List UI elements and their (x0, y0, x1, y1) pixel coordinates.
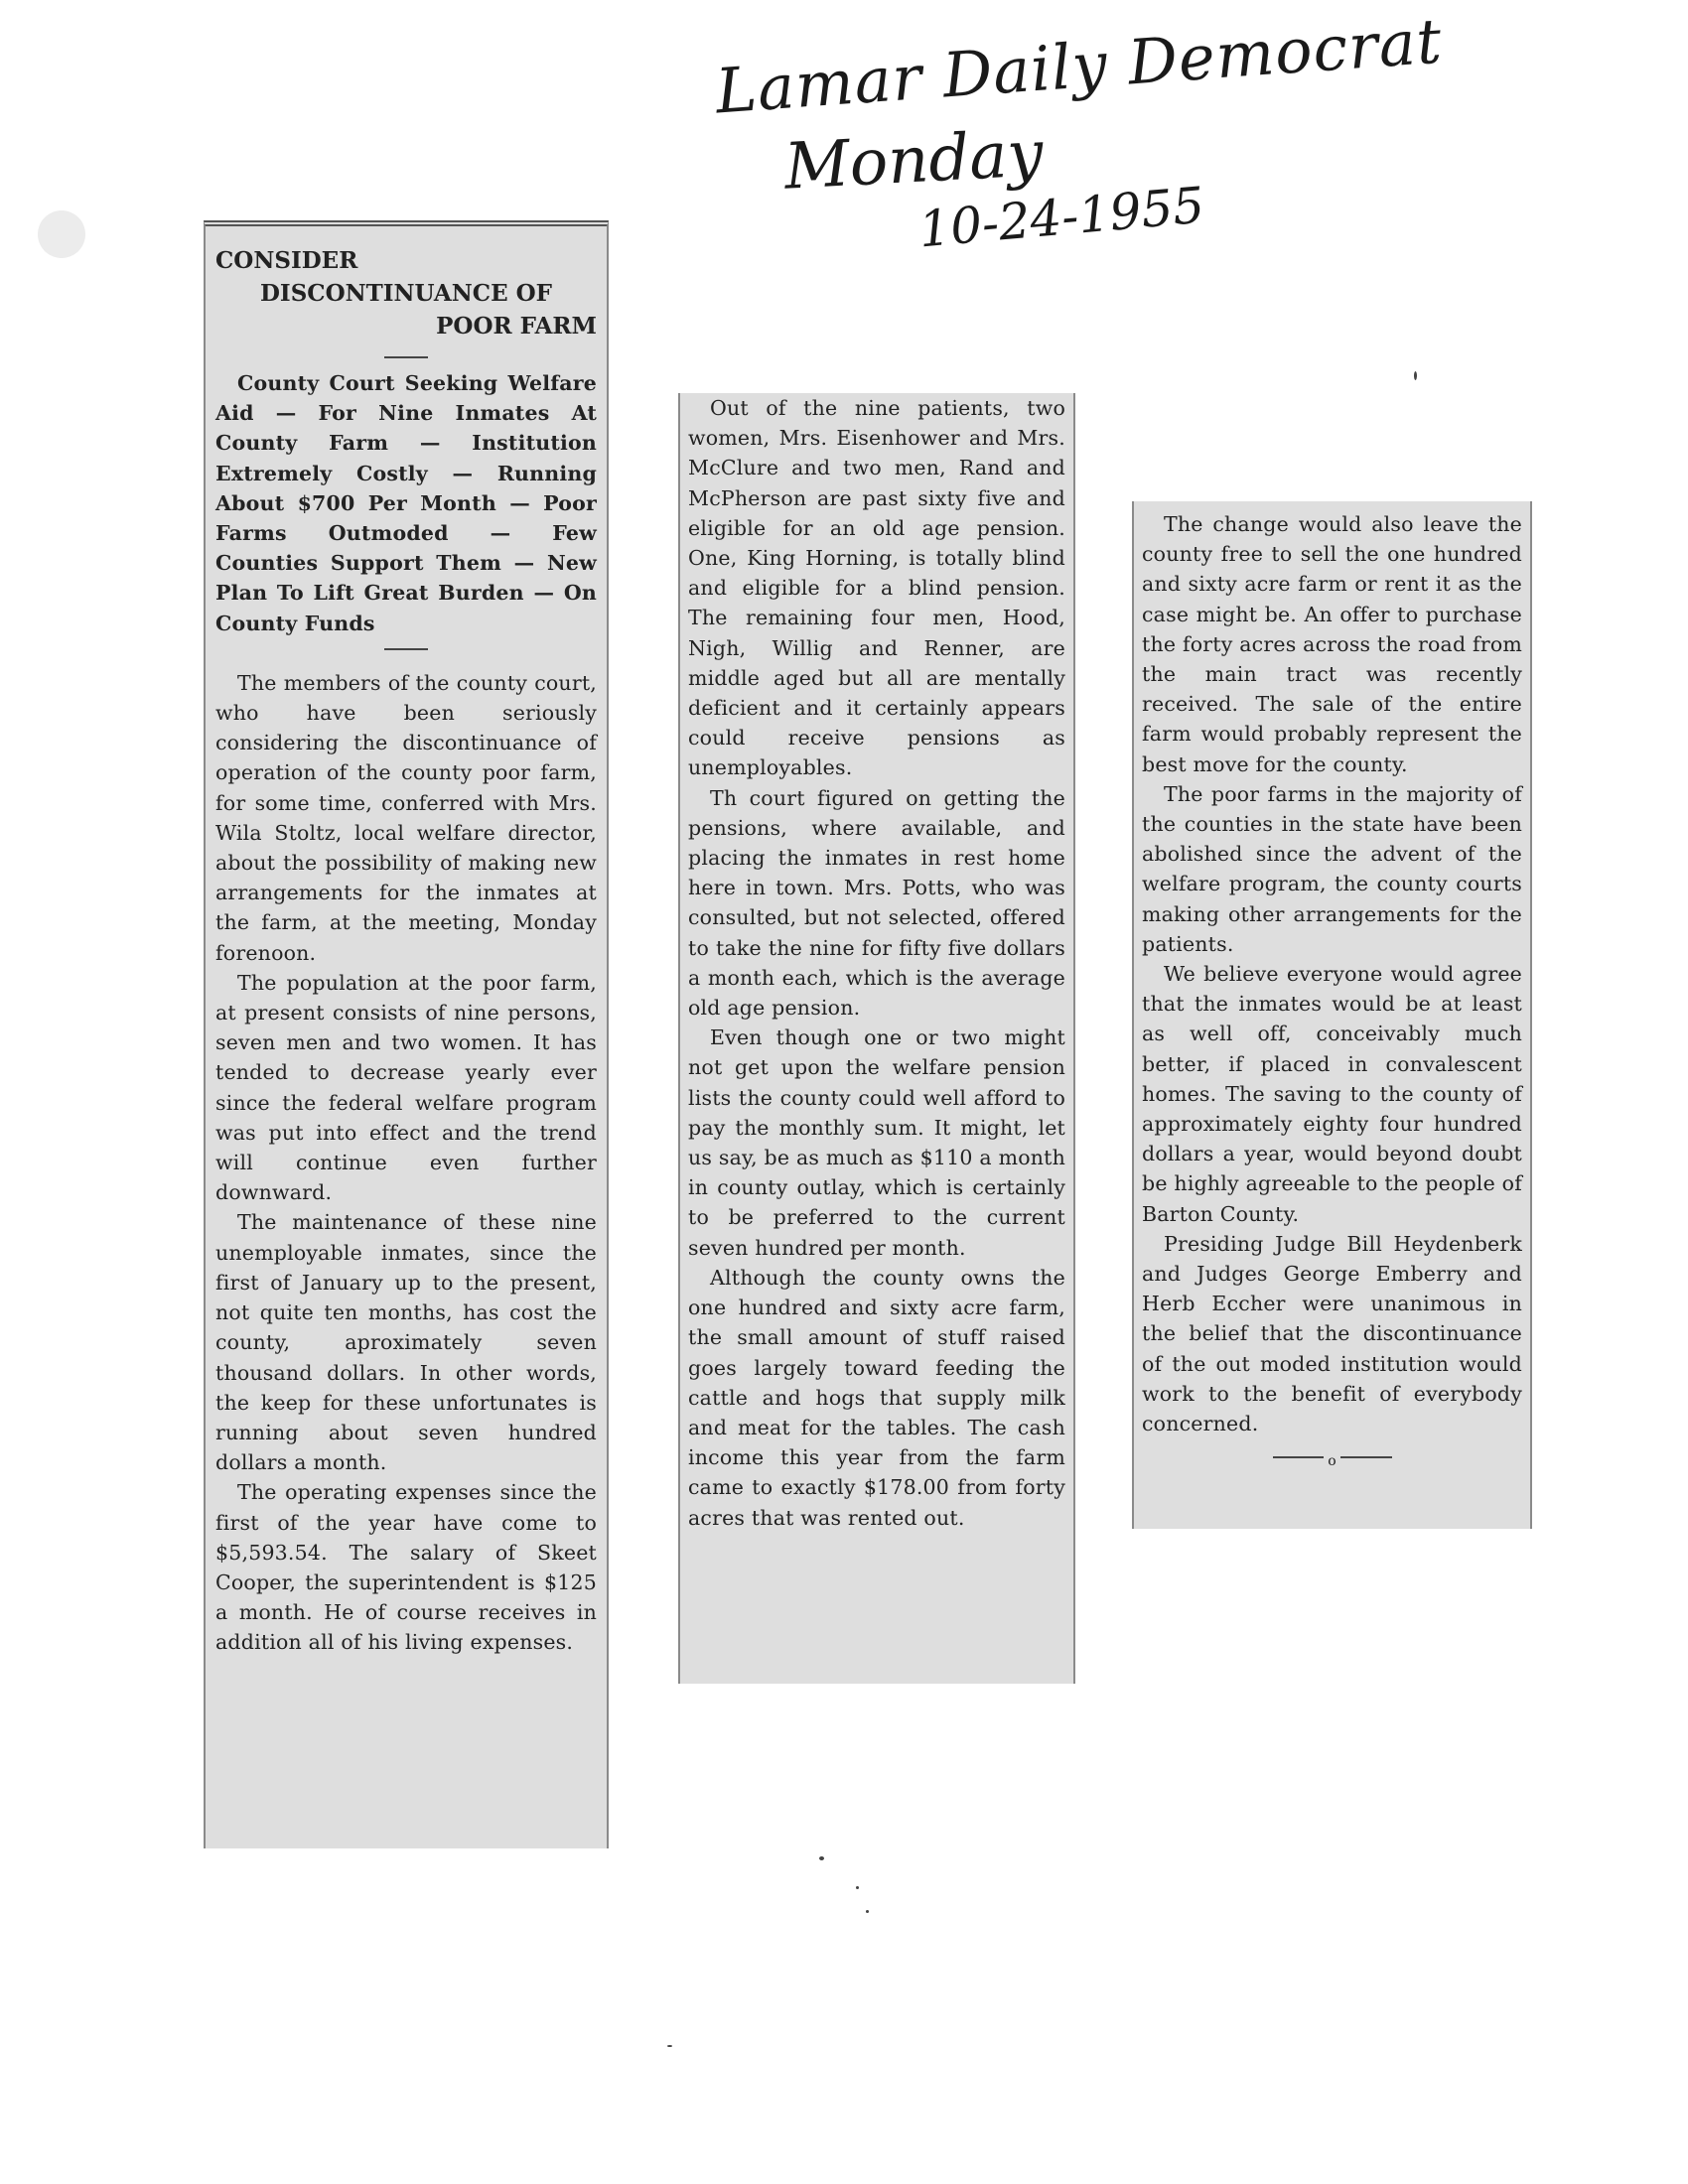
clipping-column-3 (1132, 501, 1532, 1529)
scan-speck (819, 1856, 824, 1860)
paragraph: Th court figured on getting the pensions, where available, and placing the inmates in rest home here in town. Mrs. Potts, who was consulted, but not selected, offered to take the nine for fifty five dollars a month each, which is the average old age pension. (688, 785, 1065, 1021)
deck: County Court Seeking Welfare Aid — For Nine Inmates At County Farm — Institution Extremely Costly — Running About $700 Per Month — Poor Farms Outmoded — Few Counties Support Them — New Plan To Lift Great Burden — On County Funds (215, 371, 597, 635)
end-mark (1273, 1450, 1392, 1470)
scan-speck (866, 1910, 869, 1913)
handwritten-day: Monday (782, 117, 1046, 205)
handwritten-note (685, 4, 1445, 268)
paragraph: The population at the poor farm, at present consists of nine persons, seven men and two women. It has tended to decrease yearly ever since the federal welfare program was put into effect and the trend will continue even further downward. (215, 970, 597, 1205)
scan-speck (1414, 371, 1417, 380)
handwritten-paper-name: Lamar Daily Democrat (713, 4, 1445, 128)
handwritten-date: 10-24-1955 (916, 176, 1207, 259)
clipping-column-1 (204, 220, 609, 1848)
headline-line-2: DISCONTINUANCE OF (259, 280, 552, 307)
paragraph: The operating expenses since the first of the year have come to $5,593.54. The salary of Skeet Cooper, the superintendent is $125 a month. He of course receives in addition all of his living expenses. (215, 1480, 597, 1655)
paragraph: Out of the nine patients, two women, Mrs. Eisenhower and Mrs. McClure and two men, Rand and McPherson are past sixty five and eligible for an old age pension. One, King Horning, is totally blind and eligible for a blind pension. The remaining four men, Hood, Nigh, Willig and Renner, are middle aged but all are mentally deficient and it certainly appears could receive pensions as unemployables. (688, 396, 1065, 780)
paragraph: Although the county owns the one hundred and sixty acre farm, the small amount of stuff raised goes largely toward feeding the cattle and hogs that supply milk and meat for the tables. The cash income this year from the farm came to exactly $178.00 from forty acres that was rented out. (688, 1265, 1065, 1530)
scan-speck (856, 1886, 859, 1889)
end-mark-symbol: o (1324, 1454, 1339, 1468)
scan-spot (38, 210, 85, 258)
headline-line-1: CONSIDER (215, 247, 358, 274)
scan-speck (667, 2045, 672, 2047)
paragraph: The maintenance of these nine unemployable inmates, since the first of January up to the present, not quite ten months, has cost the county, aproximately seven thousand dollars. In other words, the keep for these unfortunates is running about seven hundred dollars a month. (215, 1210, 597, 1475)
paragraph: The change would also leave the county free to sell the one hundred and sixty acre farm or rent it as the case might be. An offer to purchase the forty acres across the road from the main tract was recently received. The sale of the entire farm would probably represent the best move for the county. (1142, 512, 1522, 776)
headline-rule (384, 356, 428, 358)
paragraph: The poor farms in the majority of the counties in the state have been abolished since the advent of the welfare program, the county courts making other arrangements for the patients. (1142, 781, 1522, 956)
clipping-column-2 (678, 393, 1075, 1684)
paragraph: Even though one or two might not get upon the welfare pension lists the county could well afford to pay the monthly sum. It might, let us say, be as much as $110 a month in county outlay, which is certainly to be preferred to the current seven hundred per month. (688, 1025, 1065, 1260)
deck-rule (384, 648, 428, 650)
paragraph: Presiding Judge Bill Heydenberk and Judges George Emberry and Herb Eccher were unanimous in the belief that the discontinuance of the out moded institution would work to the benefit of everybody concerned. (1142, 1231, 1522, 1436)
headline-line-3: POOR FARM (436, 313, 597, 340)
paragraph: We believe everyone would agree that the inmates would be at least as well off, conceivably much better, if placed in convalescent homes. The saving to the county of approximately eighty four hundred dollars a year, would beyond doubt be highly agreeable to the people of Barton County. (1142, 962, 1522, 1226)
paragraph: The members of the county court, who have been seriously considering the discontinuance of operation of the county poor farm, for some time, conferred with Mrs. Wila Stoltz, local welfare director, about the possibility of making new arrangements for the inmates at the farm, at the meeting, Monday forenoon. (215, 670, 597, 965)
